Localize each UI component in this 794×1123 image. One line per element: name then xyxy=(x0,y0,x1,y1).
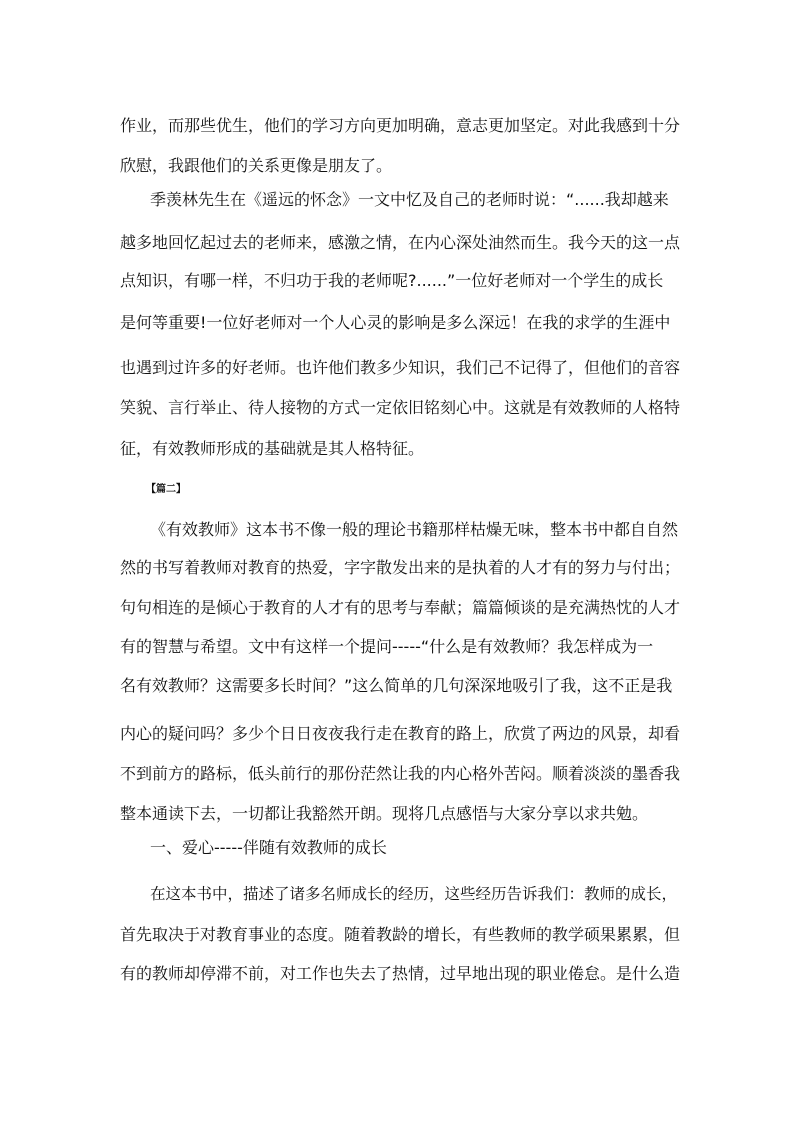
text-line: 内心的疑问吗？多少个日日夜夜我行走在教育的路上，欣赏了两边的风景，却看 xyxy=(120,724,681,743)
text-line: 不到前方的路标，低头前行的那份茫然让我的内心格外苦闷。顺着淡淡的墨香我 xyxy=(120,764,681,783)
text-line: 也遇到过许多的好老师。也许他们教多少知识，我们己不记得了，但他们的音容 xyxy=(120,358,681,377)
text-line: 名有效教师？这需要多长时间？”这么简单的几句深深地吸引了我，这不正是我 xyxy=(120,676,673,695)
text-line: 有的教师却停滞不前，对工作也失去了热情，过早地出现的职业倦怠。是什么造 xyxy=(120,964,681,983)
section-heading: 【篇二】 xyxy=(146,484,186,495)
text-line: 越多地回忆起过去的老师来，感激之情，在内心深处油然而生。我今天的这一点 xyxy=(120,233,681,252)
text-line: 句句相连的是倾心于教育的人才有的思考与奉献；篇篇倾谈的是充满热忱的人才 xyxy=(120,598,681,617)
text-line: 有的智慧与希望。文中有这样一个提问-----“什么是有效教师？我怎样成为一 xyxy=(120,637,654,656)
text-line: 笑貌、言行举止、待人接物的方式一定依旧铭刻心中。这就是有效教师的人格特 xyxy=(120,398,681,417)
text-line: 在这本书中，描述了诸多名师成长的经历，这些经历告诉我们：教师的成长， xyxy=(150,885,678,903)
text-line: 欣慰，我跟他们的关系更像是朋友了。 xyxy=(120,156,393,175)
text-line: 季羡林先生在《遥远的怀念》一文中忆及自己的老师时说：“......我却越来 xyxy=(150,190,669,209)
text-line: 点知识，有哪一样，不归功于我的老师呢?......”一位好老师对一个学生的成长 xyxy=(120,271,664,290)
text-line: 是何等重要!一位好老师对一个人心灵的影响是多么深远！在我的求学的生涯中 xyxy=(120,313,671,332)
text-line: 作业，而那些优生，他们的学习方向更加明确，意志更加坚定。对此我感到十分 xyxy=(120,116,681,135)
text-line: 征，有效教师形成的基础就是其人格特征。 xyxy=(120,439,425,458)
text-line: 首先取决于对教育事业的态度。随着教龄的增长，有些教师的教学硕果累累，但 xyxy=(120,925,681,944)
subheading: 一、爱心-----伴随有效教师的成长 xyxy=(150,838,387,857)
text-line: 整本通读下去，一切都让我豁然开朗。现将几点感悟与大家分享以求共勉。 xyxy=(120,804,649,823)
text-line: 《有效教师》这本书不像一般的理论书籍那样枯燥无味，整本书中都自自然 xyxy=(150,520,679,539)
text-line: 然的书写着教师对教育的热爱，字字散发出来的是执着的人才有的努力与付出； xyxy=(120,558,681,577)
